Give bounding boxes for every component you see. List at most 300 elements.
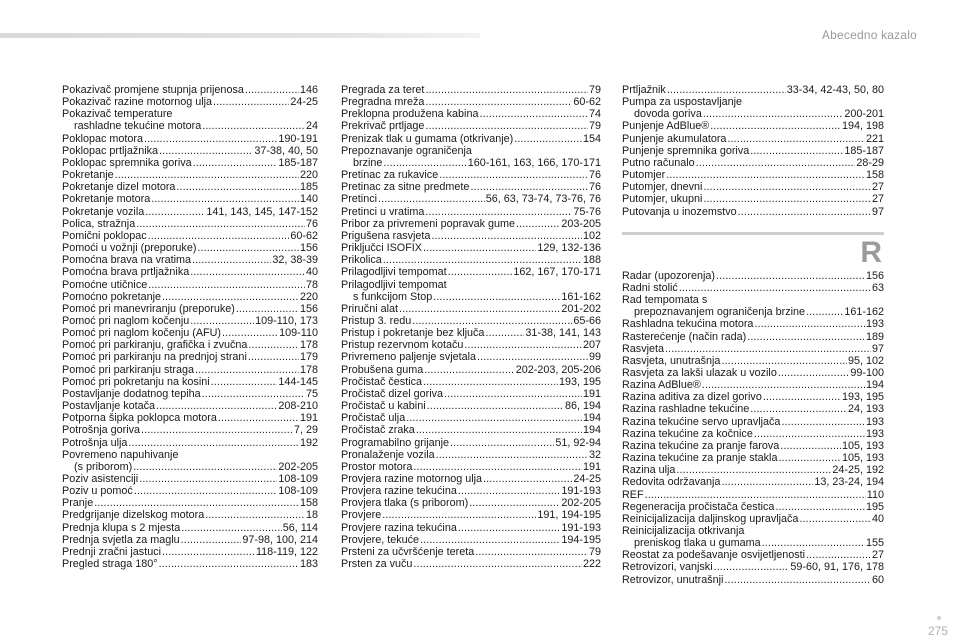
index-page-ref: 193, 195	[558, 375, 601, 388]
dot-leader	[666, 169, 865, 181]
index-entry	[622, 157, 884, 169]
index-page-ref: 202-205	[561, 497, 601, 510]
index-entry	[341, 485, 601, 497]
index-term: Pročistač zraka	[341, 424, 415, 437]
index-term: Poklopac motora	[62, 132, 144, 145]
index-term: Pribor za privremeni popravak gume	[341, 217, 516, 230]
index-term: brzine	[353, 156, 383, 169]
dot-leader	[190, 266, 305, 278]
dot-leader	[448, 266, 513, 278]
index-entry	[341, 473, 601, 485]
dot-leader	[248, 351, 299, 363]
index-term: Pretinci u vratima	[341, 205, 425, 218]
dot-leader	[148, 279, 305, 291]
index-entry	[622, 84, 884, 96]
index-page-ref: 86, 194	[564, 400, 601, 413]
index-page-ref: 193	[865, 318, 884, 331]
index-page-ref: 207	[582, 339, 601, 352]
dot-leader	[806, 306, 843, 318]
section-letter-heading: R	[622, 232, 884, 270]
dot-leader	[754, 428, 865, 440]
index-column-2	[341, 84, 601, 570]
index-term: Pokretanje dizel motora	[62, 181, 176, 194]
index-entry	[62, 242, 318, 254]
index-page-ref: 222	[582, 558, 601, 571]
index-page-ref: 179	[299, 351, 318, 364]
index-term: Rasvjeta za lakši ulazak u vozilo	[622, 366, 777, 379]
index-term: Probušena guma	[341, 363, 424, 376]
index-page-ref: 79	[588, 545, 601, 558]
index-page-ref: 60-62	[573, 96, 601, 109]
index-entry	[341, 424, 601, 436]
dot-leader	[721, 355, 847, 367]
index-term: Reinicijalizacija otkrivanja	[622, 525, 745, 537]
index-entry	[341, 351, 601, 363]
dot-leader	[431, 230, 582, 242]
dot-leader	[747, 331, 865, 343]
index-term: Prigušena rasvjeta	[341, 229, 431, 242]
index-term: Razina tekućine za kočnice	[622, 427, 753, 440]
index-term: Pokretanje	[62, 169, 114, 182]
index-entry	[622, 416, 884, 428]
index-page-ref: 76	[305, 217, 318, 230]
dot-leader	[425, 84, 588, 96]
dot-leader	[458, 522, 561, 534]
index-term: Pomoć pri naglom kočenju (AFU)	[62, 327, 222, 340]
dot-leader	[202, 388, 305, 400]
index-page-ref: 65-66	[573, 314, 601, 327]
index-page-ref: 185-187	[844, 144, 884, 157]
index-term: Pretinac za sitne predmete	[341, 181, 470, 194]
index-term: Pročistač ulja	[341, 412, 406, 425]
dot-leader	[703, 193, 871, 205]
dot-leader	[197, 242, 299, 254]
index-entry	[622, 464, 884, 476]
index-page-ref: 76	[588, 181, 601, 194]
index-page-ref: 178	[299, 339, 318, 352]
index-page-ref: 208-210	[278, 400, 318, 413]
index-entry	[341, 534, 601, 546]
index-term: Poklopac prtljažnika	[62, 144, 159, 157]
dot-leader	[193, 157, 278, 169]
index-entry	[341, 254, 601, 266]
index-entry	[62, 133, 318, 145]
dot-leader	[516, 218, 560, 230]
dot-leader	[202, 120, 305, 132]
index-entry	[341, 145, 601, 157]
index-page-ref: 97	[871, 342, 884, 355]
dot-leader	[775, 501, 865, 513]
index-page-ref: 108-109	[278, 473, 318, 485]
index-term: Prostor motora	[341, 460, 413, 473]
index-term: Rashladna tekućina motora	[622, 318, 754, 331]
index-entry	[62, 157, 318, 169]
dot-leader	[181, 522, 282, 534]
index-term: Punjenje akumulatora	[622, 132, 727, 145]
index-entry	[62, 120, 318, 132]
dot-leader	[413, 461, 582, 473]
index-term: Putomjer, dnevni	[622, 181, 703, 194]
index-term: Pronalaženje vozila	[341, 448, 435, 461]
index-term: Pomični poklopac	[62, 229, 147, 242]
dot-leader	[195, 364, 299, 376]
dot-leader	[436, 449, 588, 461]
index-entry	[62, 437, 318, 449]
index-entry	[341, 388, 601, 400]
index-term: Radar (upozorenja)	[622, 269, 716, 282]
dot-leader	[696, 157, 856, 169]
index-page-ref: 79	[588, 120, 601, 133]
index-term: Pranje	[62, 497, 94, 510]
index-entry	[622, 379, 884, 391]
index-page-ref: 194	[582, 412, 601, 425]
index-entry	[622, 294, 884, 306]
index-page-ref: 99-100	[850, 366, 884, 379]
index-entry	[62, 364, 318, 376]
index-page-ref: 144-145	[278, 375, 318, 388]
index-term: Pristup rezervnom kotaču	[341, 339, 464, 352]
index-term: Pokazivač promjene stupnja prijenosa	[62, 84, 244, 96]
index-page-ref: 141, 143, 145, 147-152	[206, 205, 318, 218]
index-term: Pregrada za teret	[341, 84, 425, 96]
dot-leader	[133, 461, 277, 473]
index-page-ref: 105, 193	[841, 452, 884, 465]
index-term: Provjere	[341, 509, 382, 522]
index-page-ref: 191	[582, 387, 601, 400]
index-page-ref: 183	[299, 558, 318, 571]
index-page-ref: 190-191	[278, 132, 318, 145]
dot-leader	[128, 437, 299, 449]
index-page-ref: 194-195	[561, 533, 601, 546]
index-term: Prekrivač prtljage	[341, 120, 425, 133]
dot-leader	[738, 206, 871, 218]
index-page-ref: 191	[299, 412, 318, 425]
index-page-ref: 109-110, 173	[255, 314, 318, 327]
index-entry	[622, 120, 884, 132]
dot-leader	[181, 534, 242, 546]
index-entry	[341, 412, 601, 424]
dot-leader	[479, 108, 588, 120]
index-page-ref: 156	[299, 242, 318, 255]
index-entry	[62, 291, 318, 303]
index-entry	[622, 403, 884, 415]
dot-leader	[425, 206, 572, 218]
index-term: Razina aditiva za dizel gorivo	[622, 391, 762, 404]
dot-leader	[423, 242, 536, 254]
dot-leader	[781, 416, 865, 428]
index-page-ref: 185	[299, 181, 318, 194]
index-page-ref: 146	[299, 84, 318, 96]
index-entry	[62, 509, 318, 521]
index-page-ref: 97-98, 100, 214	[242, 533, 318, 546]
dot-leader	[412, 315, 572, 327]
index-term: Programabilno grijanje	[341, 436, 450, 449]
index-page-ref: 102	[582, 229, 601, 242]
page-dot-marker	[937, 616, 941, 620]
index-entry	[622, 306, 884, 318]
index-page-ref: 110	[866, 488, 884, 501]
dot-leader	[444, 388, 582, 400]
index-term: prepoznavanjem ograničenja brzine	[634, 306, 806, 319]
index-page-ref: 33-34, 42-43, 50, 80	[786, 84, 884, 96]
index-page-ref: 158	[299, 497, 318, 510]
index-term: Pročistač u kabini	[341, 400, 426, 413]
index-entry	[341, 230, 601, 242]
index-page-ref: 201-202	[561, 302, 601, 315]
index-page-ref: 40	[871, 512, 884, 525]
index-term: Pristup 3. redu	[341, 314, 412, 327]
dot-leader	[703, 181, 871, 193]
index-entry	[62, 400, 318, 412]
index-term: Pokazivač temperature	[62, 108, 173, 121]
index-term: Putomjer, ukupni	[622, 193, 703, 206]
dot-leader	[762, 537, 865, 549]
dot-leader	[248, 339, 299, 351]
index-entry	[62, 497, 318, 509]
index-page-ref: 189	[865, 330, 884, 343]
index-page-ref: 220	[299, 290, 318, 303]
index-page-ref: 32	[588, 448, 601, 461]
dot-leader	[413, 558, 582, 570]
dot-leader	[483, 473, 572, 485]
index-page-ref: 24-25, 192	[832, 464, 884, 477]
index-term: Reinicijalizacija daljinskog upravljača	[622, 512, 799, 525]
index-page-ref: 161-162	[561, 290, 601, 303]
index-entry	[622, 537, 884, 549]
index-entry	[622, 501, 884, 513]
index-term: Regeneracija pročistača čestica	[622, 500, 775, 513]
index-entry	[622, 331, 884, 343]
index-entry	[62, 376, 318, 388]
index-entry	[62, 424, 318, 436]
index-page-ref: 109-110	[279, 327, 318, 340]
index-term: Prikolica	[341, 254, 382, 267]
index-column-1	[62, 84, 318, 570]
index-term: Potrošnja goriva	[62, 424, 141, 437]
index-term: Prepoznavanje ograničenja	[341, 144, 472, 157]
dot-leader	[716, 270, 865, 282]
dot-leader	[222, 327, 278, 339]
index-entry	[62, 339, 318, 351]
index-term: Pomoćna brava na vratima	[62, 254, 192, 267]
dot-leader	[145, 206, 205, 218]
dot-leader	[425, 96, 572, 108]
index-term: s funkcijom Stop	[353, 290, 433, 303]
index-term: Pumpa za uspostavljanje	[622, 96, 743, 109]
index-entry	[622, 489, 884, 501]
index-page-ref: 203-205	[561, 217, 601, 230]
dot-leader	[433, 291, 560, 303]
index-entry	[341, 461, 601, 473]
index-term: Punjenje AdBlue®	[622, 120, 710, 133]
dot-leader	[425, 120, 588, 132]
page-number: 275	[927, 624, 948, 638]
dot-leader	[676, 464, 831, 476]
dot-leader	[727, 133, 865, 145]
index-entry	[622, 428, 884, 440]
index-entry	[622, 476, 884, 488]
dot-leader	[799, 513, 871, 525]
index-term: Retrovizori, vanjski	[622, 561, 713, 574]
index-entry	[622, 549, 884, 561]
index-entry	[341, 364, 601, 376]
index-entry	[341, 522, 601, 534]
dot-leader	[423, 376, 558, 388]
dot-leader	[382, 509, 536, 521]
dot-leader	[514, 133, 582, 145]
index-page-ref: 162, 167, 170-171	[513, 266, 601, 279]
index-entry	[341, 339, 601, 351]
index-entry	[341, 303, 601, 315]
index-page-ref: 194	[582, 424, 601, 437]
index-page-ref: 97	[871, 205, 884, 218]
index-entry	[622, 355, 884, 367]
index-entry	[622, 367, 884, 379]
index-entry	[341, 315, 601, 327]
dot-leader	[141, 424, 293, 436]
index-page-ref: 158	[865, 169, 884, 182]
index-entry	[622, 270, 884, 282]
index-term: Razina tekućine servo upravljača	[622, 415, 781, 428]
index-entry	[62, 96, 318, 108]
index-entry	[62, 218, 318, 230]
dot-leader	[703, 108, 844, 120]
index-page-ref: 188	[582, 254, 601, 267]
dot-leader	[156, 400, 277, 412]
index-page-ref: 221	[865, 132, 884, 145]
index-term: Rad tempomata s	[622, 294, 708, 307]
index-term: Punjenje spremnika goriva	[622, 144, 750, 157]
index-term: Provjere, tekuće	[341, 533, 420, 546]
index-term: rashladne tekućine motora	[74, 120, 202, 133]
index-term: Povremeno napuhivanje	[62, 448, 179, 461]
index-entry	[622, 133, 884, 145]
index-page-ref: 161-162	[844, 306, 884, 319]
index-term: Provjera razine motornog ulja	[341, 473, 483, 485]
dot-leader	[139, 473, 277, 485]
index-page-ref: 37-38, 40, 50	[254, 144, 318, 157]
index-term: Prilagodljivi tempomat	[341, 266, 447, 279]
dot-leader	[750, 145, 843, 157]
index-page-ref: 60-62	[290, 229, 318, 242]
index-page-ref: 202-203, 205-206	[515, 363, 601, 376]
index-entry	[341, 558, 601, 570]
index-term: Prsteni za učvršćenje tereta	[341, 545, 475, 558]
index-term: Pomoć pri parkiranju straga	[62, 363, 195, 376]
index-term: Pristup i pokretanje bez ključa	[341, 327, 485, 340]
dot-leader	[162, 291, 299, 303]
dot-leader	[450, 437, 554, 449]
index-term: Prilagodljivi tempomat	[341, 278, 447, 291]
index-entry	[622, 181, 884, 193]
index-page-ref: 63	[871, 281, 884, 294]
dot-leader	[475, 546, 588, 558]
index-term: Razina ulja	[622, 464, 676, 477]
index-term: Potrošnja ulja	[62, 436, 128, 449]
index-page-ref: 51, 92-94	[555, 436, 601, 449]
index-term: Pomoćno pokretanje	[62, 290, 162, 303]
index-term: Privremeno paljenje svjetala	[341, 351, 477, 364]
index-entry	[622, 318, 884, 330]
dot-leader	[151, 193, 299, 205]
index-page-ref: 108-109	[278, 485, 318, 498]
index-page-ref: 24, 193	[847, 403, 884, 416]
index-term: Rasterećenje (način rada)	[622, 330, 747, 343]
index-page-ref: 118-119, 122	[255, 545, 318, 558]
index-page-ref: 56, 63, 73-74, 73-76, 76	[485, 193, 601, 206]
dot-leader	[721, 476, 813, 488]
dot-leader	[477, 351, 588, 363]
index-term: Pretinac za rukavice	[341, 169, 439, 182]
index-entry	[341, 157, 601, 169]
index-entry	[622, 440, 884, 452]
dot-leader	[159, 558, 299, 570]
index-page-ref: 95, 102	[847, 354, 884, 367]
dot-leader	[702, 379, 865, 391]
dot-leader	[245, 84, 299, 96]
index-term: Polica, stražnja	[62, 217, 136, 230]
dot-leader	[399, 303, 560, 315]
index-entry	[62, 388, 318, 400]
index-term: (s priborom)	[74, 460, 133, 473]
index-page-ref: 154	[582, 132, 601, 145]
index-page-ref: 193, 195	[841, 391, 884, 404]
index-term: Pomoć pri pokretanju na kosini	[62, 375, 210, 388]
index-page-ref: 27	[871, 193, 884, 206]
index-term: Poziv u pomoć	[62, 485, 133, 498]
dot-leader	[424, 364, 515, 376]
index-term: Predgrijanje dizelskog motora	[62, 509, 205, 522]
dot-leader	[383, 157, 466, 169]
index-entry	[62, 485, 318, 497]
index-entry	[622, 96, 884, 108]
index-entry	[622, 108, 884, 120]
index-entry	[62, 84, 318, 96]
dot-leader	[750, 403, 847, 415]
dot-leader	[470, 181, 588, 193]
index-page-ref: 191-193	[561, 485, 601, 498]
index-term: Putno računalo	[622, 156, 695, 169]
index-term: Putovanja u inozemstvo	[622, 205, 737, 218]
index-term: preniskog tlaka u gumama	[634, 537, 761, 550]
index-entry	[341, 120, 601, 132]
index-term: REF	[622, 488, 644, 501]
index-entry	[341, 169, 601, 181]
index-entry	[341, 291, 601, 303]
index-page-ref: 24-25	[573, 473, 601, 485]
dot-leader	[754, 318, 865, 330]
index-page-ref: 59-60, 91, 176, 178	[790, 561, 884, 574]
index-entry	[622, 452, 884, 464]
index-page-ref: 140	[299, 193, 318, 206]
index-entry	[62, 303, 318, 315]
index-page-ref: 105, 193	[841, 439, 884, 452]
index-page-ref: 31-38, 141, 143	[525, 327, 601, 340]
index-page-ref: 220	[299, 169, 318, 182]
dot-leader	[458, 485, 561, 497]
index-entry	[341, 108, 601, 120]
index-entry	[62, 206, 318, 218]
index-term: Rasvjeta	[622, 342, 665, 355]
index-page-ref: 28-29	[856, 156, 884, 169]
index-entry	[341, 266, 601, 278]
index-page-ref: 75-76	[573, 205, 601, 218]
dot-leader	[763, 391, 841, 403]
dot-leader	[485, 327, 524, 339]
index-page-ref: 202-205	[278, 460, 318, 473]
index-page-ref: 78	[305, 278, 318, 291]
dot-leader	[406, 412, 582, 424]
